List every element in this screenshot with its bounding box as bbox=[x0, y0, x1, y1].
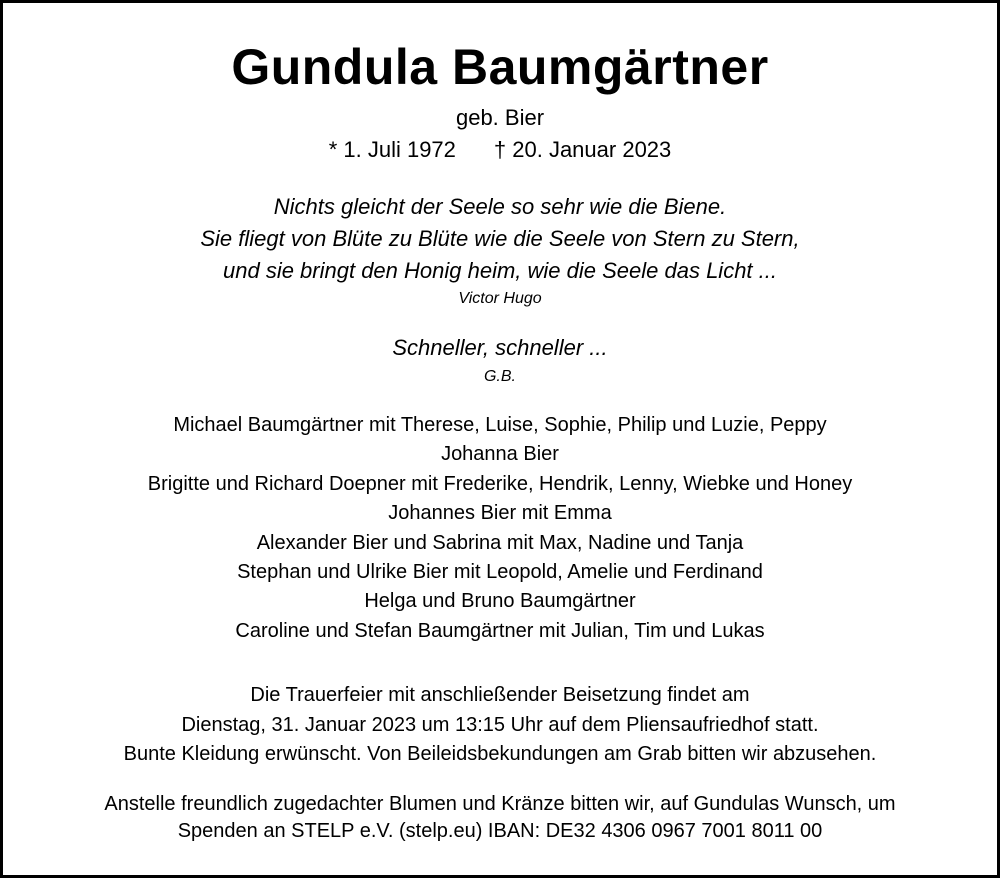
donation-line: Spenden an STELP e.V. (stelp.eu) IBAN: DE32 4306 0967 7001 8011 00 bbox=[177, 820, 823, 842]
funeral-line: Bunte Kleidung erwünscht. Von Beileidsbekundungen am Grab bitten wir abzusehen. bbox=[123, 743, 877, 765]
mourner-line: Johanna Bier bbox=[441, 443, 559, 466]
funeral-info bbox=[3, 681, 997, 770]
motto: Schneller, schneller ... bbox=[392, 335, 608, 360]
mourner-line: Brigitte und Richard Doepner mit Frederike, Hendrik, Lenny, Wiebke und Honey bbox=[147, 472, 853, 495]
death-date: † 20. Januar 2023 bbox=[493, 137, 672, 162]
mourner-line: Alexander Bier und Sabrina mit Max, Nadine und Tanja bbox=[256, 531, 744, 554]
life-dates bbox=[3, 136, 997, 164]
mourner-line: Johannes Bier mit Emma bbox=[388, 502, 612, 525]
donation-line: Anstelle freundlich zugedachter Blumen und Kränze bitten wir, auf Gundulas Wunsch, um bbox=[104, 793, 896, 815]
funeral-line: Dienstag, 31. Januar 2023 um 13:15 Uhr auf dem Pliensaufriedhof statt. bbox=[181, 713, 819, 736]
quote-line: Sie fliegt von Blüte zu Blüte wie die Seele von Stern zu Stern, bbox=[200, 226, 800, 251]
quote-author: Victor Hugo bbox=[458, 290, 542, 307]
quote-line: Nichts gleicht der Seele so sehr wie die Biene. bbox=[273, 194, 727, 219]
deceased-name: Gundula Baumgärtner bbox=[231, 39, 769, 95]
funeral-line: Die Trauerfeier mit anschließender Beisetzung findet am bbox=[250, 684, 750, 706]
mourner-line: Helga und Bruno Baumgärtner bbox=[364, 590, 636, 613]
mourner-line: Stephan und Ulrike Bier mit Leopold, Amelie und Ferdinand bbox=[237, 561, 763, 584]
mourner-line: Michael Baumgärtner mit Therese, Luise, Sophie, Philip und Luzie, Peppy bbox=[173, 414, 827, 436]
birth-name: geb. Bier bbox=[455, 105, 545, 130]
donation-info bbox=[3, 791, 997, 845]
quote bbox=[3, 191, 997, 287]
mourners-list bbox=[3, 411, 997, 646]
motto-author: G.B. bbox=[483, 368, 516, 385]
birth-date: * 1. Juli 1972 bbox=[328, 137, 456, 162]
quote-line: und sie bringt den Honig heim, wie die Seele das Licht ... bbox=[223, 258, 777, 283]
mourner-line: Caroline und Stefan Baumgärtner mit Julian, Tim und Lukas bbox=[235, 619, 765, 642]
